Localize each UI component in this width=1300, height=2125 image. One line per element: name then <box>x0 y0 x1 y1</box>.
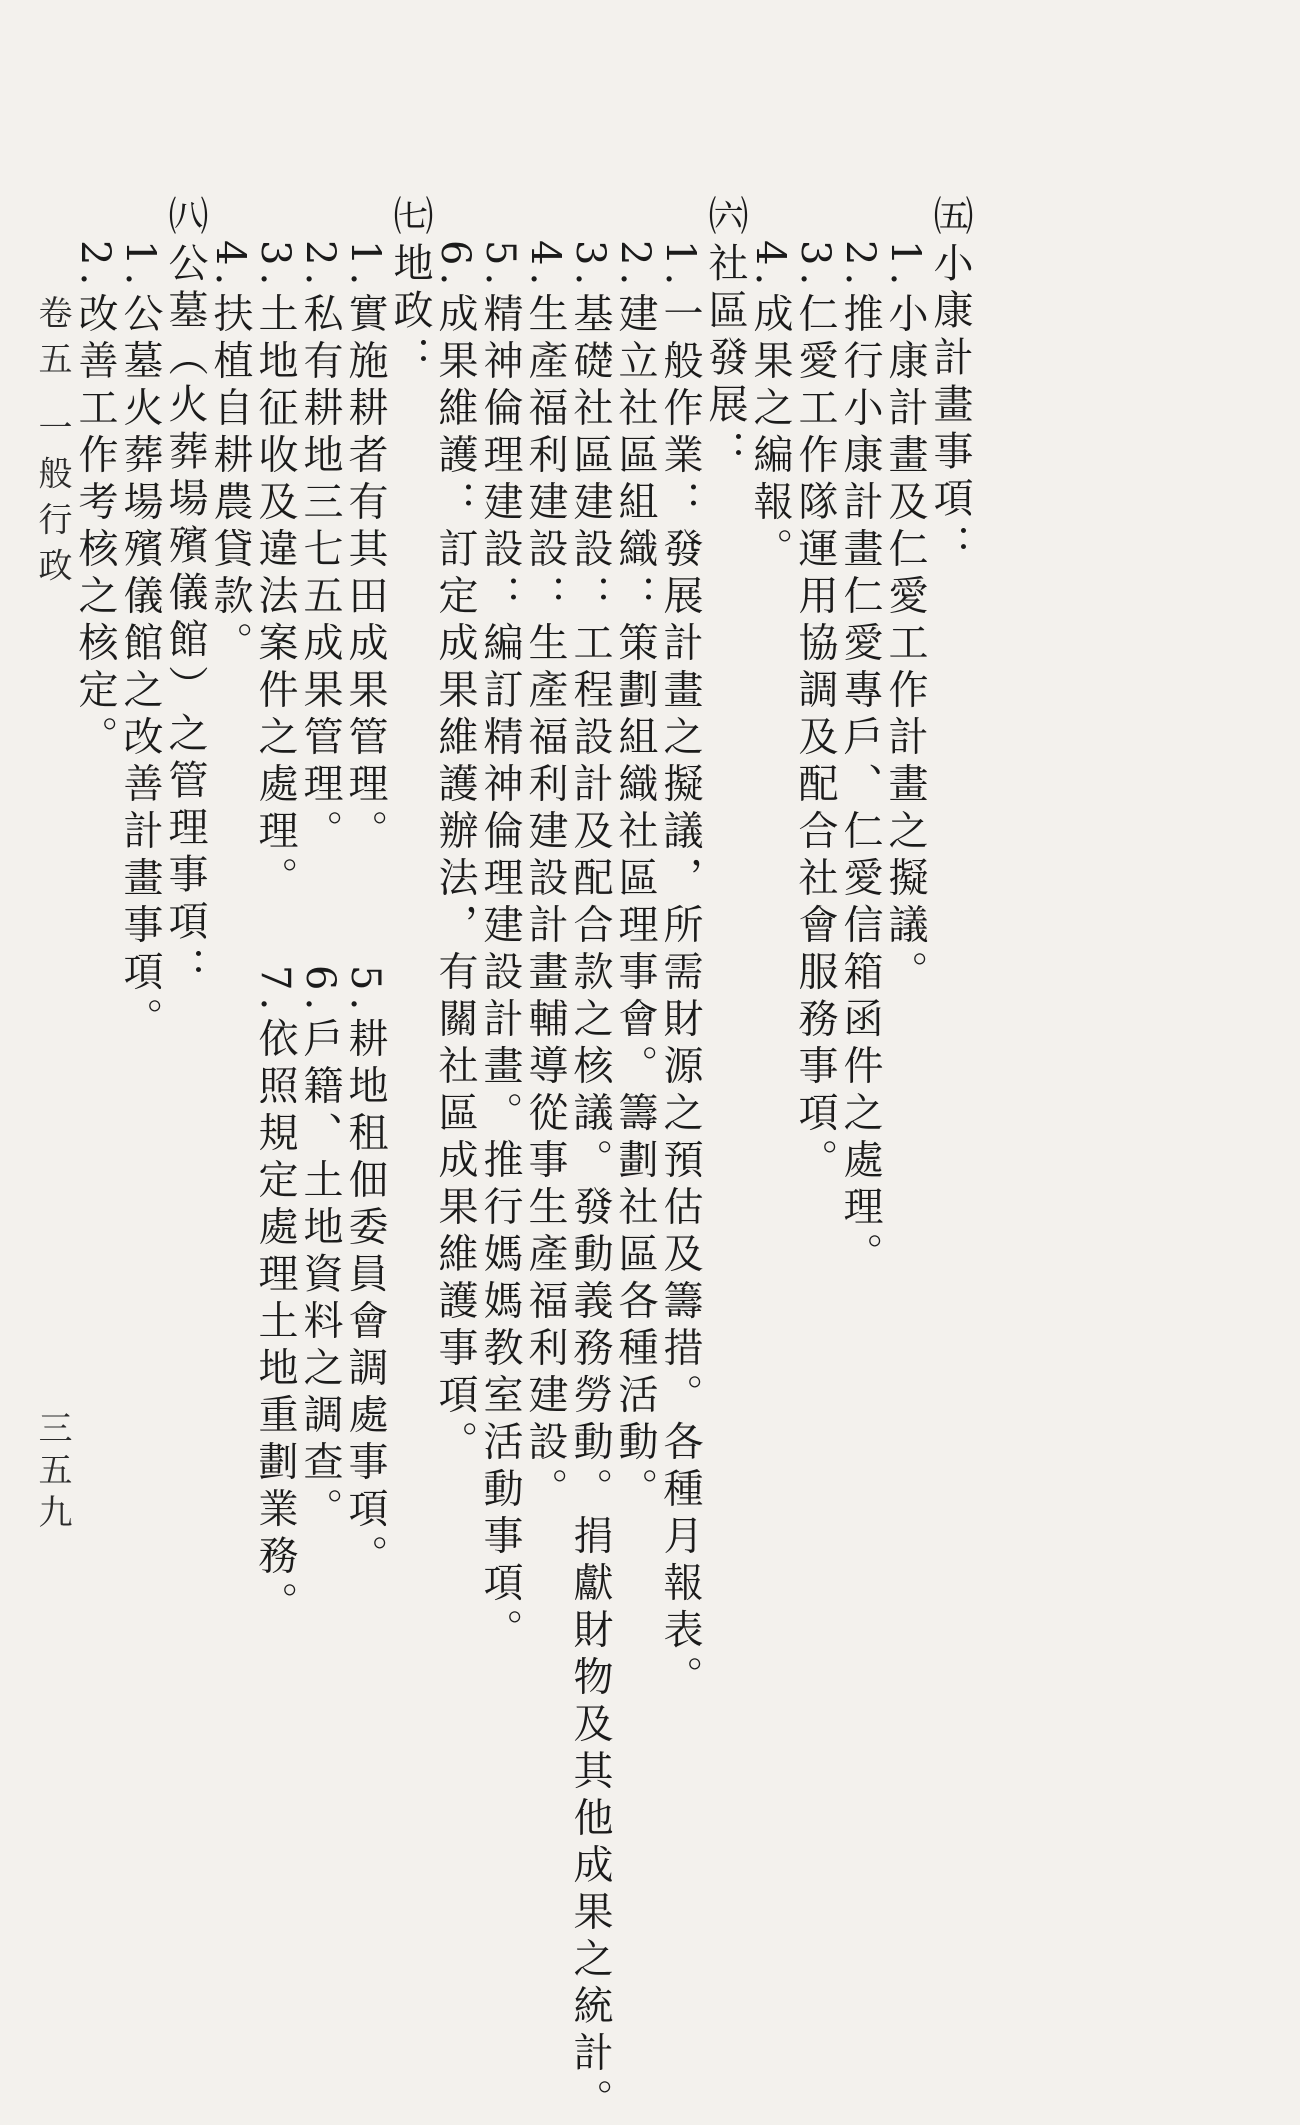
section-16-item-6: 6.成果維護：訂定成果維護辦法，有關社區成果維護事項。 <box>432 240 478 1468</box>
section-17-item-4: 4.扶植自耕農貸款。 <box>207 240 253 669</box>
section-16-item-1: 1.一般作業：發展計畫之擬議，所需財源之預估及籌措。各種月報表。 <box>657 240 703 1703</box>
section-17-item-6: 6.戶籍、土地資料之調查。 <box>297 965 343 1535</box>
section-16-item-4: 4.生產福利建設：生產福利建設計畫輔導從事生產福利建設。 <box>522 240 568 1515</box>
section-16-item-3: 3.基礎社區建設：工程設計及配合款之核議。發動義務勞動。捐獻財物及其他成果之統計。 <box>567 240 613 2125</box>
section-16-item-2: 2.建立社區組織：策劃組織社區理事會。籌劃社區各種活動。 <box>612 240 658 1515</box>
section-17-item-2: 2.私有耕地三七五成果管理。 <box>297 240 343 857</box>
page-number: 三五九 <box>32 1410 72 1536</box>
section-18-heading: ㈧公墓（火葬場殯儀館）之管理事項： <box>162 195 208 994</box>
section-18-item-1: 1.公墓火葬場殯儀館之改善計畫事項。 <box>117 240 163 1045</box>
section-16-item-5: 5.精神倫理建設：編訂精神倫理建設計畫。推行媽媽教室活動事項。 <box>477 240 523 1656</box>
section-15-item-2: 2.推行小康計畫仁愛專戶、仁愛信箱函件之處理。 <box>837 240 883 1280</box>
section-17-item-3: 3.土地征收及違法案件之處理。 <box>252 240 298 904</box>
section-15-heading: ㈤小康計畫事項： <box>927 195 973 571</box>
section-17-heading: ㈦地政： <box>387 195 433 383</box>
section-18-item-2: 2.改善工作考核之核定。 <box>72 240 118 763</box>
section-17-item-5: 5.耕地租佃委員會調處事項。 <box>342 965 388 1582</box>
section-17-item-1: 1.實施耕者有其田成果管理。 <box>342 240 388 857</box>
section-15-item-3: 3.仁愛工作隊運用協調及配合社會服務事項。 <box>792 240 838 1186</box>
section-17-item-7: 7.依照規定處理土地重劃業務。 <box>252 965 298 1629</box>
running-head: 卷五 一般行政 <box>32 295 72 594</box>
section-16-heading: ㈥社區發展： <box>702 195 748 477</box>
section-15-item-1: 1.小康計畫及仁愛工作計畫之擬議。 <box>882 240 928 998</box>
section-15-item-4: 4.成果之編報。 <box>747 240 793 575</box>
